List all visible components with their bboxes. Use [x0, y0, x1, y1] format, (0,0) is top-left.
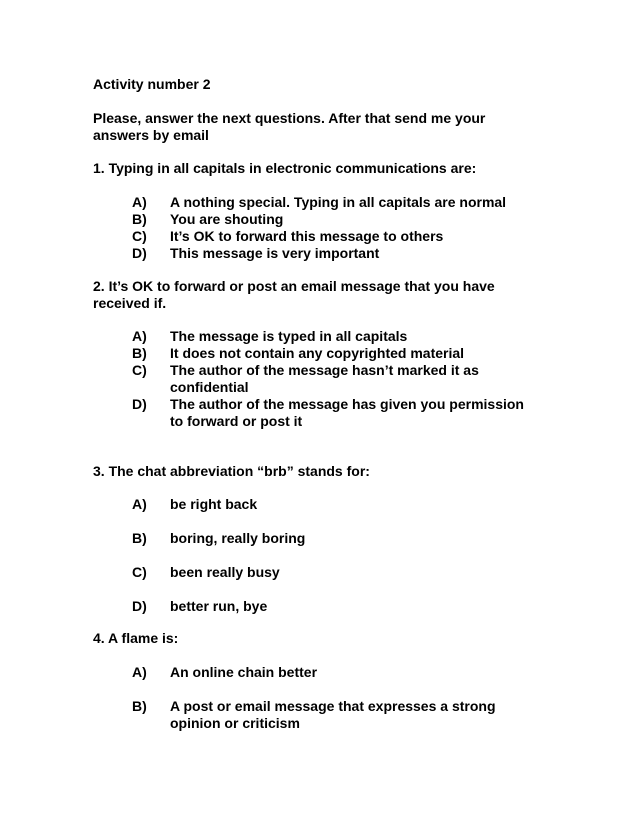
- option-letter: D): [132, 245, 147, 261]
- question-2-option-a: [132, 328, 407, 345]
- question-4-text: 4. A flame is:: [93, 630, 179, 646]
- question-1-text: 1. Typing in all capitals in electronic communications are:: [93, 160, 477, 176]
- option-letter: B): [132, 530, 147, 546]
- question-3-option-d: [132, 598, 267, 615]
- option-text: It’s OK to forward this message to others: [170, 228, 444, 244]
- option-text: better run, bye: [170, 598, 268, 614]
- instructions-line-1: Please, answer the next questions. After that send me your: [93, 110, 486, 126]
- option-text-line-2: to forward or post it: [170, 413, 303, 429]
- question-2-option-d: [132, 396, 524, 430]
- option-letter: B): [132, 211, 147, 227]
- option-text: It does not contain any copyrighted material: [170, 345, 465, 361]
- option-text-line-2: opinion or criticism: [170, 715, 300, 731]
- option-text: You are shouting: [170, 211, 284, 227]
- option-letter: A): [132, 194, 147, 210]
- option-text: This message is very important: [170, 245, 380, 261]
- question-1-option-c: [132, 228, 443, 245]
- option-text-line-1: A post or email message that expresses a strong: [170, 698, 496, 714]
- option-letter: B): [132, 345, 147, 361]
- option-text: [170, 698, 496, 732]
- option-letter: D): [132, 598, 147, 614]
- question-1-option-b: [132, 211, 283, 228]
- question-3-option-a: [132, 496, 257, 513]
- option-letter: A): [132, 664, 147, 680]
- option-text: been really busy: [170, 564, 280, 580]
- question-4-option-b: [132, 698, 496, 732]
- option-text: An online chain better: [170, 664, 318, 680]
- question-3-option-c: [132, 564, 280, 581]
- question-1-option-d: [132, 245, 379, 262]
- instructions-line-2: answers by email: [93, 127, 209, 143]
- question-1-option-a: [132, 194, 506, 211]
- question-2-text-line-2: received if.: [93, 295, 167, 311]
- option-text-line-2: confidential: [170, 379, 249, 395]
- option-text-line-1: The author of the message has given you permission: [170, 396, 524, 412]
- option-letter: A): [132, 328, 147, 344]
- option-text: [170, 396, 524, 430]
- option-text: boring, really boring: [170, 530, 306, 546]
- option-letter: C): [132, 362, 147, 378]
- option-text: The message is typed in all capitals: [170, 328, 408, 344]
- question-2-option-c: [132, 362, 479, 396]
- question-4-option-a: [132, 664, 317, 681]
- activity-title: Activity number 2: [93, 76, 211, 92]
- option-letter: D): [132, 396, 147, 412]
- question-2-text-line-1: 2. It’s OK to forward or post an email message that you have: [93, 278, 495, 294]
- option-letter: C): [132, 564, 147, 580]
- option-text-line-1: The author of the message hasn’t marked it as: [170, 362, 479, 378]
- option-text: [170, 362, 479, 396]
- option-letter: A): [132, 496, 147, 512]
- option-text: A nothing special. Typing in all capitals are normal: [170, 194, 507, 210]
- option-text: be right back: [170, 496, 258, 512]
- question-3-text: 3. The chat abbreviation “brb” stands for:: [93, 463, 370, 479]
- question-3-option-b: [132, 530, 305, 547]
- option-letter: B): [132, 698, 147, 714]
- question-2-option-b: [132, 345, 464, 362]
- option-letter: C): [132, 228, 147, 244]
